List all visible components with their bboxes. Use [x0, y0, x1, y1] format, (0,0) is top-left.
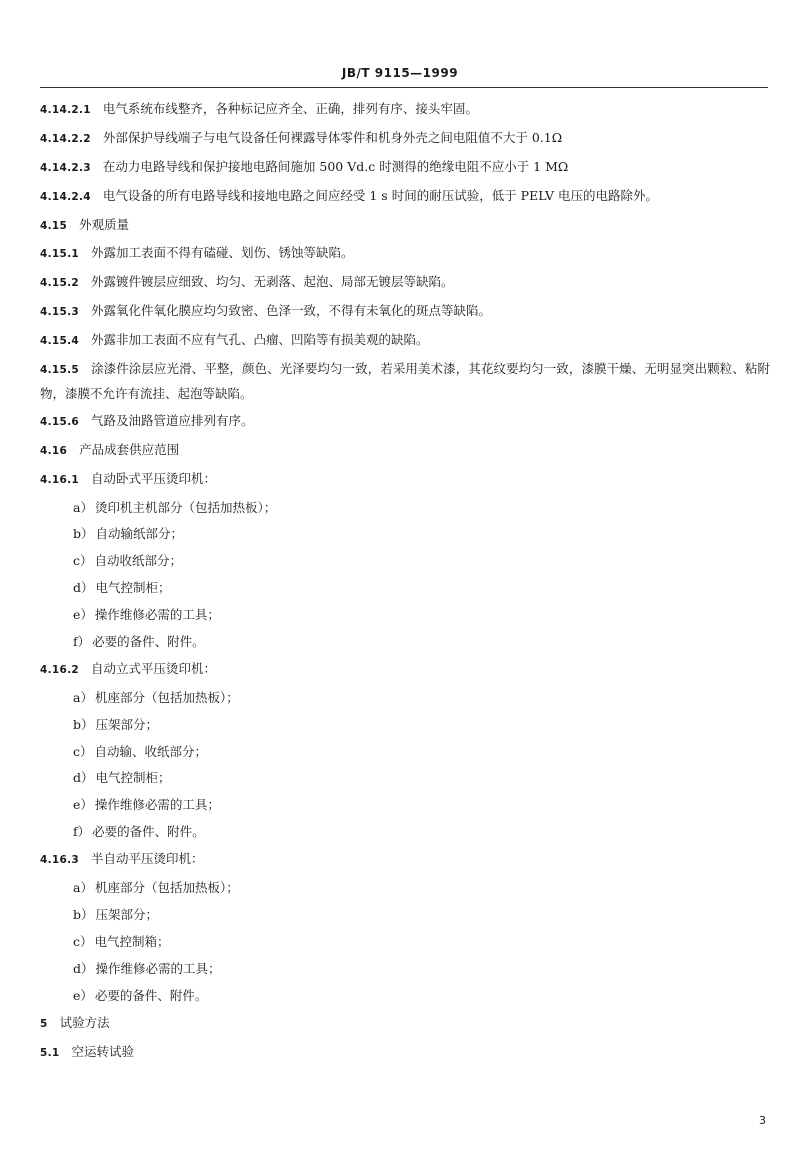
list-item — [40, 793, 770, 816]
clause-number: 4.15.5 — [40, 364, 80, 377]
list-label: c） — [73, 553, 93, 569]
section-number: 4.15 — [40, 219, 68, 232]
list-item — [40, 630, 770, 653]
clause-number: 4.16.3 — [40, 854, 80, 867]
section-4-16-heading — [40, 438, 770, 463]
clause-number: 4.15.1 — [40, 248, 80, 261]
list-label: b） — [73, 906, 94, 922]
clause-text: 外露非加工表面不应有气孔、凸瘤、凹陷等有损美观的缺陷。 — [91, 332, 429, 348]
clause-4-14-2-2 — [40, 126, 770, 151]
list-text: 操作维修必需的工具； — [94, 797, 220, 813]
clause-4-14-2-1 — [40, 97, 770, 122]
clause-text: 电气设备的所有电路导线和接地电路之间应经受 1 s 时间的耐压试验，低于 PELV 电压的电路除外。 — [102, 187, 659, 203]
clause-number: 4.15.3 — [40, 306, 80, 319]
list-item — [40, 984, 770, 1007]
clause-number: 4.14.2.1 — [40, 104, 91, 116]
section-title: 试验方法 — [59, 1014, 110, 1030]
list-item — [40, 903, 770, 926]
list-item — [40, 820, 770, 843]
clause-4-15-2 — [40, 270, 770, 295]
list-label: c） — [73, 933, 93, 949]
list-item — [40, 522, 770, 545]
list-label: a） — [73, 689, 93, 705]
list-text: 自动收纸部分； — [94, 553, 183, 569]
list-text: 烫印机主机部分（包括加热板）； — [94, 499, 277, 515]
list-label: f） — [73, 634, 91, 650]
list-label: d） — [73, 580, 94, 596]
list-text: 电气控制柜； — [95, 580, 171, 596]
clause-text: 半自动平压烫印机： — [91, 851, 204, 867]
clause-number: 4.15.6 — [40, 415, 80, 428]
list-text: 必要的备件、附件。 — [92, 824, 205, 840]
list-text: 操作维修必需的工具； — [95, 960, 221, 976]
clause-text: 在动力电路导线和保护接地电路间施加 500 Vd.c 时测得的绝缘电阻不应小于 1 MΩ — [102, 158, 569, 174]
clause-text: 外露镀件镀层应细致、均匀、无剥落、起泡、局部无镀层等缺陷。 — [91, 274, 454, 290]
section-number: 5.1 — [40, 1046, 60, 1059]
list-text: 电气控制柜； — [95, 770, 171, 786]
list-label: f） — [73, 824, 91, 840]
clause-4-15-6 — [40, 409, 770, 434]
list-label: d） — [73, 770, 94, 786]
list-item — [40, 930, 770, 953]
list-text: 压架部分； — [95, 716, 159, 732]
clause-4-15-1 — [40, 241, 770, 266]
section-5-heading — [40, 1011, 770, 1036]
section-number: 4.16 — [40, 444, 68, 457]
section-title: 空运转试验 — [71, 1043, 135, 1059]
clause-text: 外露氧化件氧化膜应均匀致密、色泽一致，不得有未氧化的斑点等缺陷。 — [91, 303, 492, 319]
clause-text: 涂漆件涂层应光滑、平整，颜色、光泽要均匀一致，若采用美术漆，其花纹要均匀一致，漆膜干燥、无明显突出颗粒、粘附物，漆膜不允许有流挂、起泡等缺陷。 — [40, 361, 770, 402]
clause-4-16-1 — [40, 467, 770, 492]
section-4-15-heading — [40, 213, 770, 238]
list-item — [40, 766, 770, 789]
list-item — [40, 686, 770, 709]
clause-text: 外部保护导线端子与电气设备任何裸露导体零件和机身外壳之间电阻值不大于 0.1Ω — [102, 129, 563, 145]
list-text: 机座部分（包括加热板）； — [94, 880, 239, 896]
list-item — [40, 576, 770, 599]
list-label: e） — [73, 797, 93, 813]
header-rule — [40, 87, 768, 88]
list-text: 压架部分； — [95, 906, 159, 922]
list-item — [40, 740, 770, 763]
list-item — [40, 549, 770, 572]
document-body — [40, 97, 770, 1069]
clause-4-16-3 — [40, 847, 770, 872]
list-item — [40, 957, 770, 980]
section-number: 5 — [40, 1017, 48, 1030]
list-item — [40, 496, 770, 519]
clause-4-14-2-4 — [40, 184, 770, 209]
list-text: 必要的备件、附件。 — [94, 987, 208, 1003]
clause-number: 4.15.2 — [40, 277, 80, 290]
section-title: 产品成套供应范围 — [79, 441, 180, 457]
clause-number: 4.15.4 — [40, 335, 80, 348]
list-label: a） — [73, 880, 93, 896]
list-label: c） — [73, 743, 93, 759]
list-label: e） — [73, 987, 93, 1003]
list-text: 必要的备件、附件。 — [92, 634, 205, 650]
list-text: 电气控制箱； — [94, 933, 170, 949]
list-text: 操作维修必需的工具； — [94, 607, 220, 623]
clause-number: 4.14.2.2 — [40, 132, 91, 145]
clause-number: 4.16.2 — [40, 663, 80, 676]
page-number: 3 — [759, 1114, 766, 1127]
list-label: b） — [73, 526, 94, 542]
list-item — [40, 876, 770, 899]
clause-4-15-4 — [40, 328, 770, 353]
standard-code-header: JB/T 9115—1999 — [341, 66, 459, 80]
clause-4-16-2 — [40, 657, 770, 682]
clause-4-15-5 — [40, 357, 770, 405]
clause-number: 4.14.2.3 — [40, 161, 91, 174]
list-label: b） — [73, 716, 94, 732]
list-text: 自动输纸部分； — [95, 526, 184, 542]
list-text: 机座部分（包括加热板）； — [94, 689, 239, 705]
list-label: d） — [73, 960, 94, 976]
clause-number: 4.16.1 — [40, 473, 80, 486]
list-item — [40, 603, 770, 626]
list-label: a） — [73, 499, 93, 515]
section-title: 外观质量 — [79, 216, 130, 232]
list-label: e） — [73, 607, 93, 623]
clause-number: 4.14.2.4 — [40, 190, 91, 203]
list-item — [40, 713, 770, 736]
clause-4-14-2-3 — [40, 155, 770, 180]
clause-4-15-3 — [40, 299, 770, 324]
clause-text: 外露加工表面不得有磕碰、划伤、锈蚀等缺陷。 — [91, 245, 354, 261]
list-text: 自动输、收纸部分； — [94, 743, 208, 759]
clause-text: 自动卧式平压烫印机： — [91, 470, 217, 486]
clause-text: 气路及油路管道应排列有序。 — [91, 412, 254, 428]
clause-text: 自动立式平压烫印机： — [91, 660, 217, 676]
clause-text: 电气系统布线整齐，各种标记应齐全、正确，排列有序、接头牢固。 — [102, 101, 478, 116]
section-5-1-heading — [40, 1040, 770, 1065]
